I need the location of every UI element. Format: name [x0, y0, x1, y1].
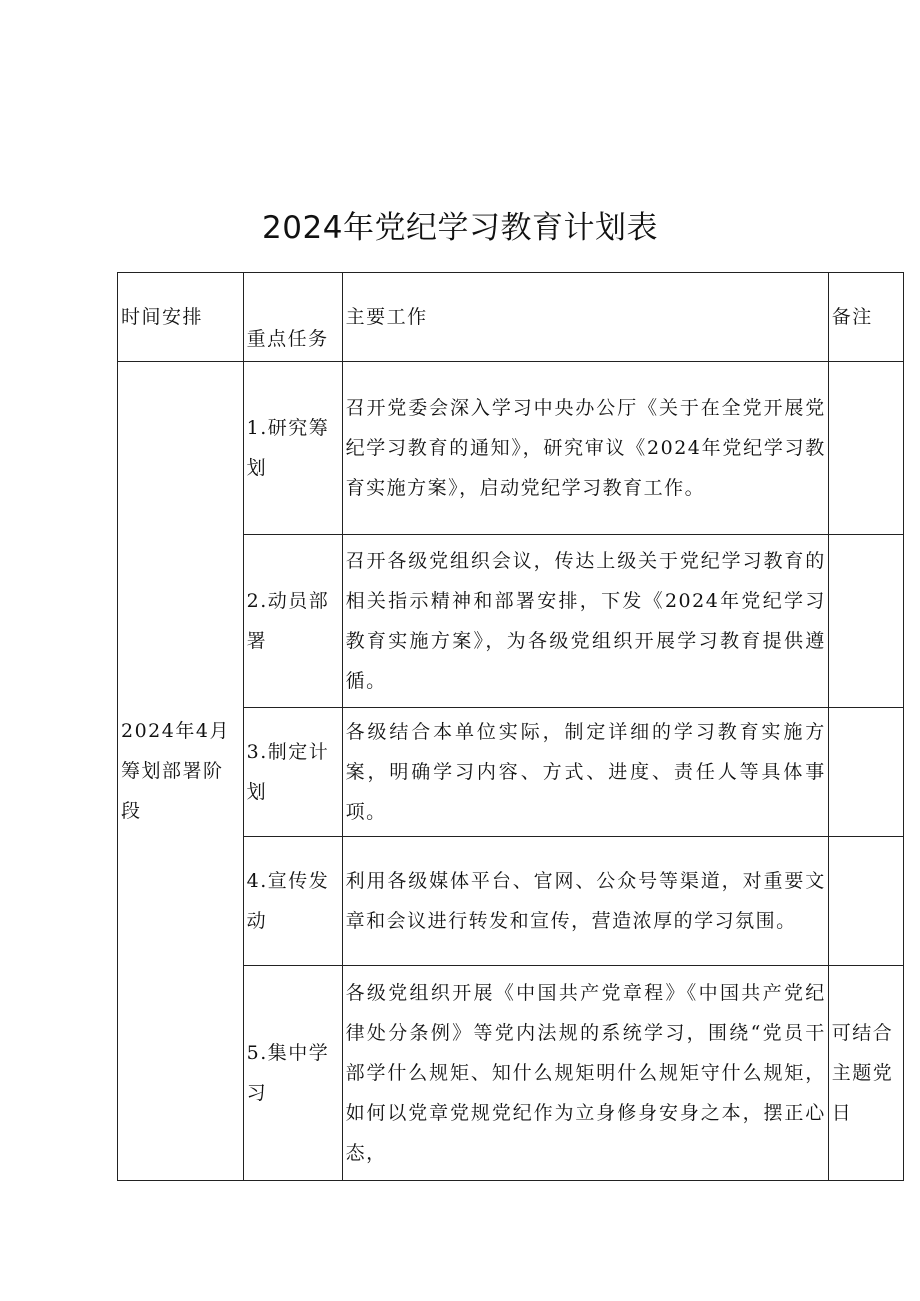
work-cell: 利用各级媒体平台、官网、公众号等渠道，对重要文章和会议进行转发和宣传，营造浓厚的学习氛围。 — [342, 837, 828, 966]
header-time: 时间安排 — [118, 273, 244, 362]
work-cell: 各级结合本单位实际，制定详细的学习教育实施方案，明确学习内容、方式、进度、责任人等具体事项。 — [342, 708, 828, 837]
task-cell: 5.集中学习 — [243, 966, 342, 1181]
work-cell: 各级党组织开展《中国共产党章程》《中国共产党纪律处分条例》等党内法规的系统学习，围绕“党员干部学什么规矩、知什么规矩明什么规矩守什么规矩，如何以党章党规党纪作为立身修身安身之本，摆正心态， — [342, 966, 828, 1181]
work-cell: 召开党委会深入学习中央办公厅《关于在全党开展党纪学习教育的通知》，研究审议《2024年党纪学习教育实施方案》，启动党纪学习教育工作。 — [342, 362, 828, 535]
task-cell: 1.研究筹划 — [243, 362, 342, 535]
table-header-row — [118, 273, 904, 362]
document-title: 2024年党纪学习教育计划表 — [262, 210, 658, 246]
header-work: 主要工作 — [342, 273, 828, 362]
note-cell — [828, 535, 903, 708]
task-cell: 3.制定计划 — [243, 708, 342, 837]
header-note: 备注 — [828, 273, 903, 362]
table-row — [118, 362, 904, 535]
header-task: 重点任务 — [243, 273, 342, 362]
phase-cell: 2024年4月筹划部署阶段 — [118, 362, 244, 1181]
task-cell: 4.宣传发动 — [243, 837, 342, 966]
note-cell — [828, 362, 903, 535]
work-cell: 召开各级党组织会议，传达上级关于党纪学习教育的相关指示精神和部署安排，下发《2024年党纪学习教育实施方案》，为各级党组织开展学习教育提供遵循。 — [342, 535, 828, 708]
plan-table — [117, 272, 904, 1181]
note-cell — [828, 708, 903, 837]
task-cell: 2.动员部署 — [243, 535, 342, 708]
note-cell: 可结合主题党日 — [828, 966, 903, 1181]
note-cell — [828, 837, 903, 966]
